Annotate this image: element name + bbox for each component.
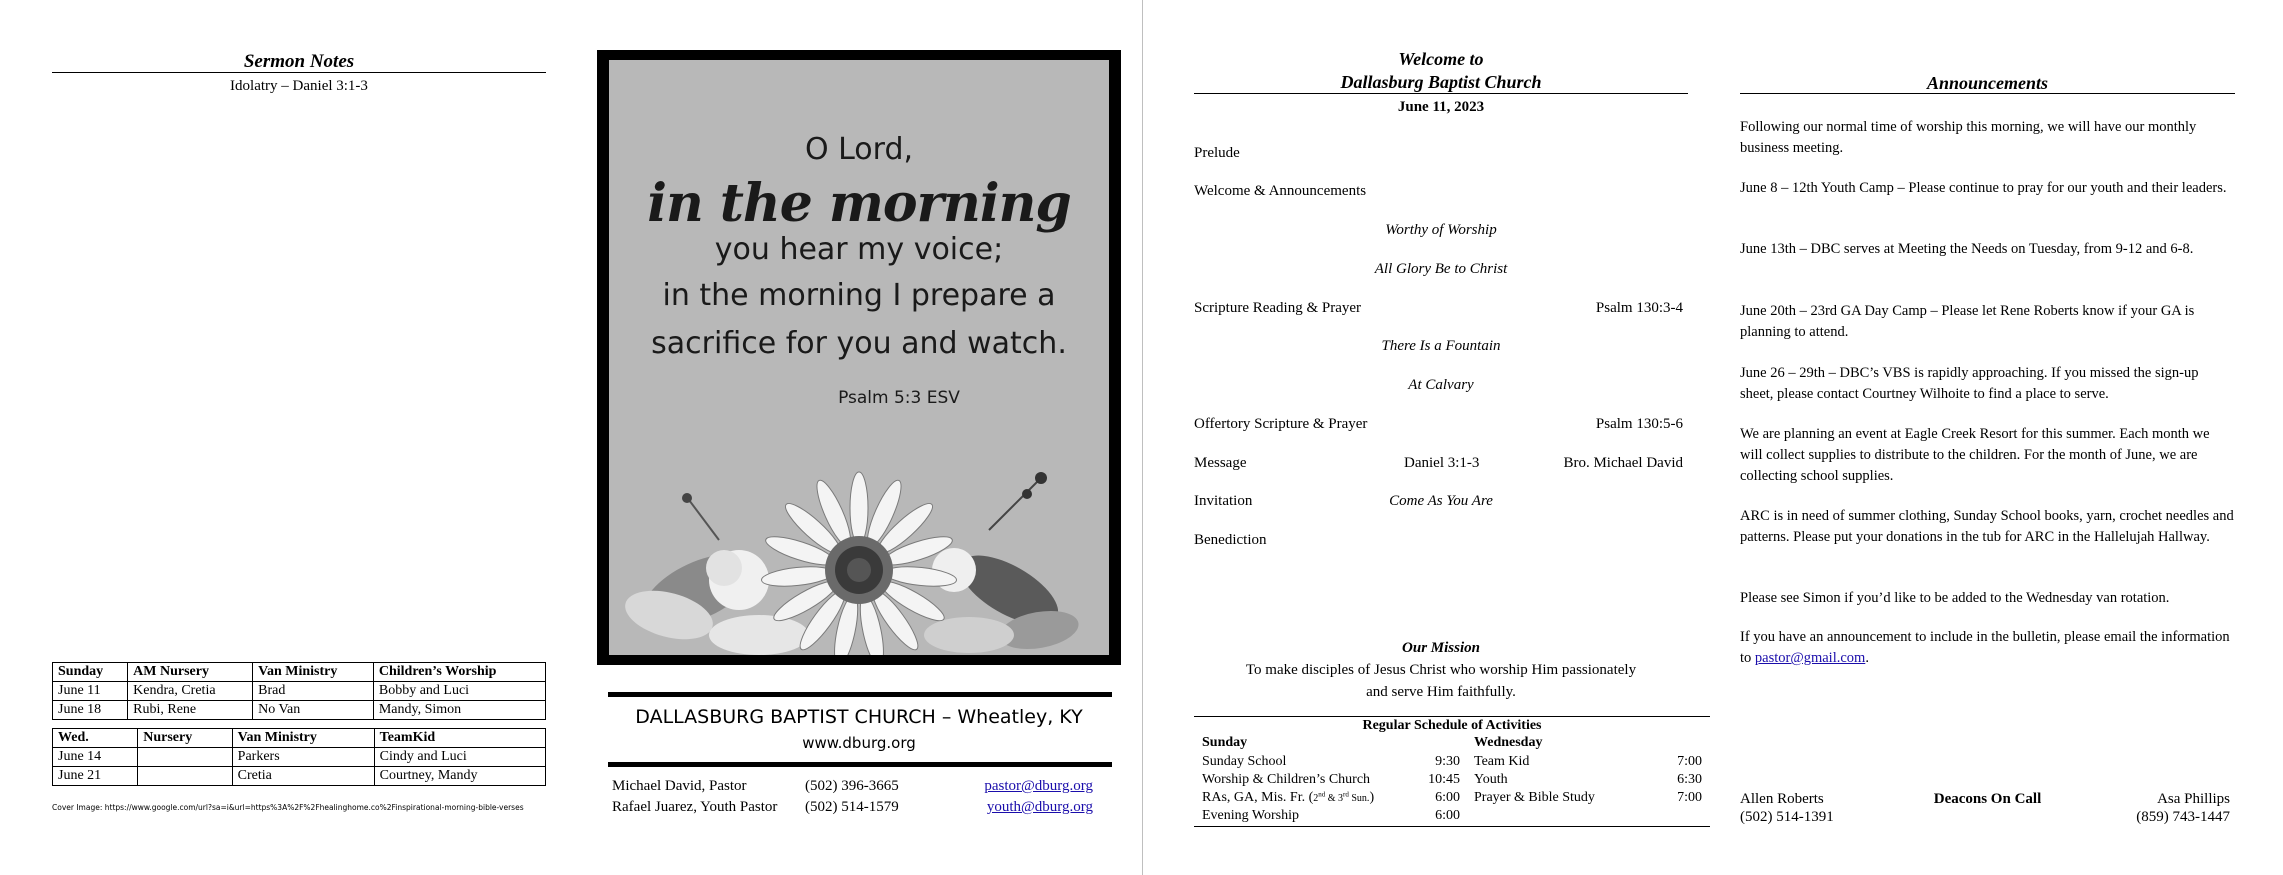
activity-time: 9:30 [1435,754,1460,769]
announcement-item: June 13th – DBC serves at Meeting the Needs on Tuesday, from 9-12 and 6-8. [1740,241,2194,257]
service-date: June 11, 2023 [1397,99,1485,115]
invitation-label: Invitation [1194,493,1253,509]
table-header: TeamKid [374,729,545,748]
schedule-bottom-rule [1194,826,1710,827]
sunday-schedule-table [52,662,546,720]
activity-name: Sunday School [1202,754,1287,769]
church-block-top-rule [608,692,1112,697]
welcome-announcements-label: Welcome & Announcements [1194,183,1367,199]
table-row [53,748,546,767]
table-cell: Kendra, Cretia [128,682,253,701]
contact-phone: (502) 514-1579 [805,799,899,815]
table-cell: Courtney, Mandy [374,767,545,786]
announcement-email-link[interactable]: pastor@gmail.com [1754,650,1866,666]
table-row [53,682,546,701]
scripture-label: Scripture Reading & Prayer [1194,300,1362,316]
announcement-item: June 20th – 23rd GA Day Camp – Please let Rene Roberts know if your GA is planning to attend. [1740,303,2195,340]
activity-name: Youth [1474,772,1508,787]
sunflower-illustration [609,440,1109,655]
table-header-row [53,663,546,682]
announcement-item: June 26 – 29th – DBC’s VBS is rapidly approaching. If you missed the sign-up sheet, please contact Courtney Wilhoite to find a place to serve. [1740,365,2199,402]
contact-name: Michael David, Pastor [612,778,747,794]
page-fold-divider [1142,0,1143,875]
sermon-notes-title: Sermon Notes [243,51,355,72]
table-cell: June 11 [53,682,128,701]
announcement-item: We are planning an event at Eagle Creek Resort for this summer. Each month we will collect supplies to distribute to the children. For the month of June, we are collecting school supplies. [1740,426,2210,484]
table-cell: Mandy, Simon [373,701,545,720]
wednesday-schedule-table [52,728,546,786]
message-speaker: Bro. Michael David [1563,455,1683,471]
table-header: Wed. [53,729,138,748]
welcome-heading: Welcome to [1398,49,1484,69]
table-cell: No Van [253,701,374,720]
activity-time: 6:00 [1435,790,1460,805]
activity-time: 7:00 [1677,790,1702,805]
deacon-name: Allen Roberts [1740,791,1824,807]
table-cell: Bobby and Luci [373,682,545,701]
table-cell: Brad [253,682,374,701]
contact-phone: (502) 396-3665 [805,778,899,794]
table-header: Children’s Worship [373,663,545,682]
deacon-phone: (859) 743-1447 [2136,809,2230,825]
contact-name: Rafael Juarez, Youth Pastor [612,799,778,815]
table-cell: June 14 [53,748,138,767]
benediction-label: Benediction [1194,532,1267,548]
church-website: www.dburg.org [802,734,916,752]
activity-time: 10:45 [1428,772,1460,787]
table-cell [138,748,232,767]
pastor-email-link[interactable]: pastor@dburg.org [984,778,1093,794]
cover-verse-line: you hear my voice; [714,232,1004,267]
table-row [53,767,546,786]
message-reference: Daniel 3:1-3 [1404,455,1480,471]
prelude-label: Prelude [1194,145,1240,161]
announcements-title: Announcements [1926,73,2049,93]
mission-title: Our Mission [1402,640,1480,656]
activity-time: 6:30 [1677,772,1702,787]
table-cell: Rubi, Rene [128,701,253,720]
church-heading: Dallasburg Baptist Church [1340,72,1542,92]
activity-name: Team Kid [1474,754,1530,769]
deacons-title: Deacons On Call [1933,791,2042,807]
announcement-item: ARC is in need of summer clothing, Sunday School books, yarn, crochet needles and patterns. Please put your donations in the tub for ARC in the Hallelujah Hallway. [1740,508,2234,545]
invitation-song: Come As You Are [1389,493,1493,509]
cover-verse-line: O Lord, [804,132,914,167]
activity-name: Worship & Children’s Church [1202,772,1371,787]
wednesday-header: Wednesday [1474,735,1543,750]
cover-verse-line: sacrifice for you and watch. [651,326,1067,361]
table-cell: June 21 [53,767,138,786]
announcement-item: Following our normal time of worship this morning, we will have our monthly business meeting. [1740,119,2197,156]
table-header: Van Ministry [253,663,374,682]
table-row [53,701,546,720]
sermon-passage: Idolatry – Daniel 3:1-3 [230,78,368,94]
schedule-title: Regular Schedule of Activities [1362,718,1542,733]
church-name: DALLASBURG BAPTIST CHURCH – Wheatley, KY [635,706,1083,728]
sermon-notes-rule [52,72,546,73]
heading-rule [1194,93,1688,94]
deacon-name: Asa Phillips [2157,791,2230,807]
message-label: Message [1194,455,1247,471]
table-cell [138,767,232,786]
mission-line: To make disciples of Jesus Christ who worship Him passionately [1245,662,1637,678]
sunday-header: Sunday [1202,735,1248,750]
activity-name: RAs, GA, Mis. Fr. (2nd & 3rd Sun.) [1202,790,1375,805]
activity-time: 7:00 [1677,754,1702,769]
table-header: Sunday [53,663,128,682]
cover-verse-emphasis: in the morning [647,173,1071,234]
table-header-row [53,729,546,748]
activity-time: 6:00 [1435,808,1460,823]
announcement-item: If you have an announcement to include in the bulletin, please email the information to pastor@gmail.com. [1740,629,2230,666]
song-title: At Calvary [1408,377,1474,393]
deacon-phone: (502) 514-1391 [1740,809,1834,825]
song-title: All Glory Be to Christ [1374,261,1508,277]
song-title: Worthy of Worship [1385,222,1497,238]
schedule-top-rule [1194,716,1710,717]
youth-email-link[interactable]: youth@dburg.org [986,799,1093,815]
table-cell: Parkers [232,748,374,767]
offertory-reference: Psalm 130:5-6 [1595,416,1683,432]
church-block-bottom-rule [608,762,1112,767]
table-header: Van Ministry [232,729,374,748]
table-cell: Cindy and Luci [374,748,545,767]
cover-verse-line: in the morning I prepare a [662,278,1056,313]
scripture-reference: Psalm 130:3-4 [1595,300,1683,316]
table-header: Nursery [138,729,232,748]
song-title: There Is a Fountain [1381,338,1501,354]
table-cell: Cretia [232,767,374,786]
announcement-text: If you have an announcement to include in the bulletin, please email the information to [1740,629,2230,666]
activity-name: Evening Worship [1202,808,1299,823]
table-header: AM Nursery [128,663,253,682]
cover-verse-reference: Psalm 5:3 ESV [838,388,960,408]
cover-image-credit: Cover Image: https://www.google.com/url?sa=i&url=https%3A%2F%2Fhealinghome.co%2Finspirational-morning-bible-verses [52,803,524,812]
table-cell: June 18 [53,701,128,720]
announcements-rule [1740,93,2235,94]
offertory-label: Offertory Scripture & Prayer [1194,416,1368,432]
activity-name: Prayer & Bible Study [1474,790,1595,805]
cover-image [609,60,1109,655]
announcement-item: June 8 – 12th Youth Camp – Please continue to pray for our youth and their leaders. [1740,180,2227,196]
mission-line: and serve Him faithfully. [1366,684,1516,700]
announcement-item: Please see Simon if you’d like to be added to the Wednesday van rotation. [1740,590,2170,606]
